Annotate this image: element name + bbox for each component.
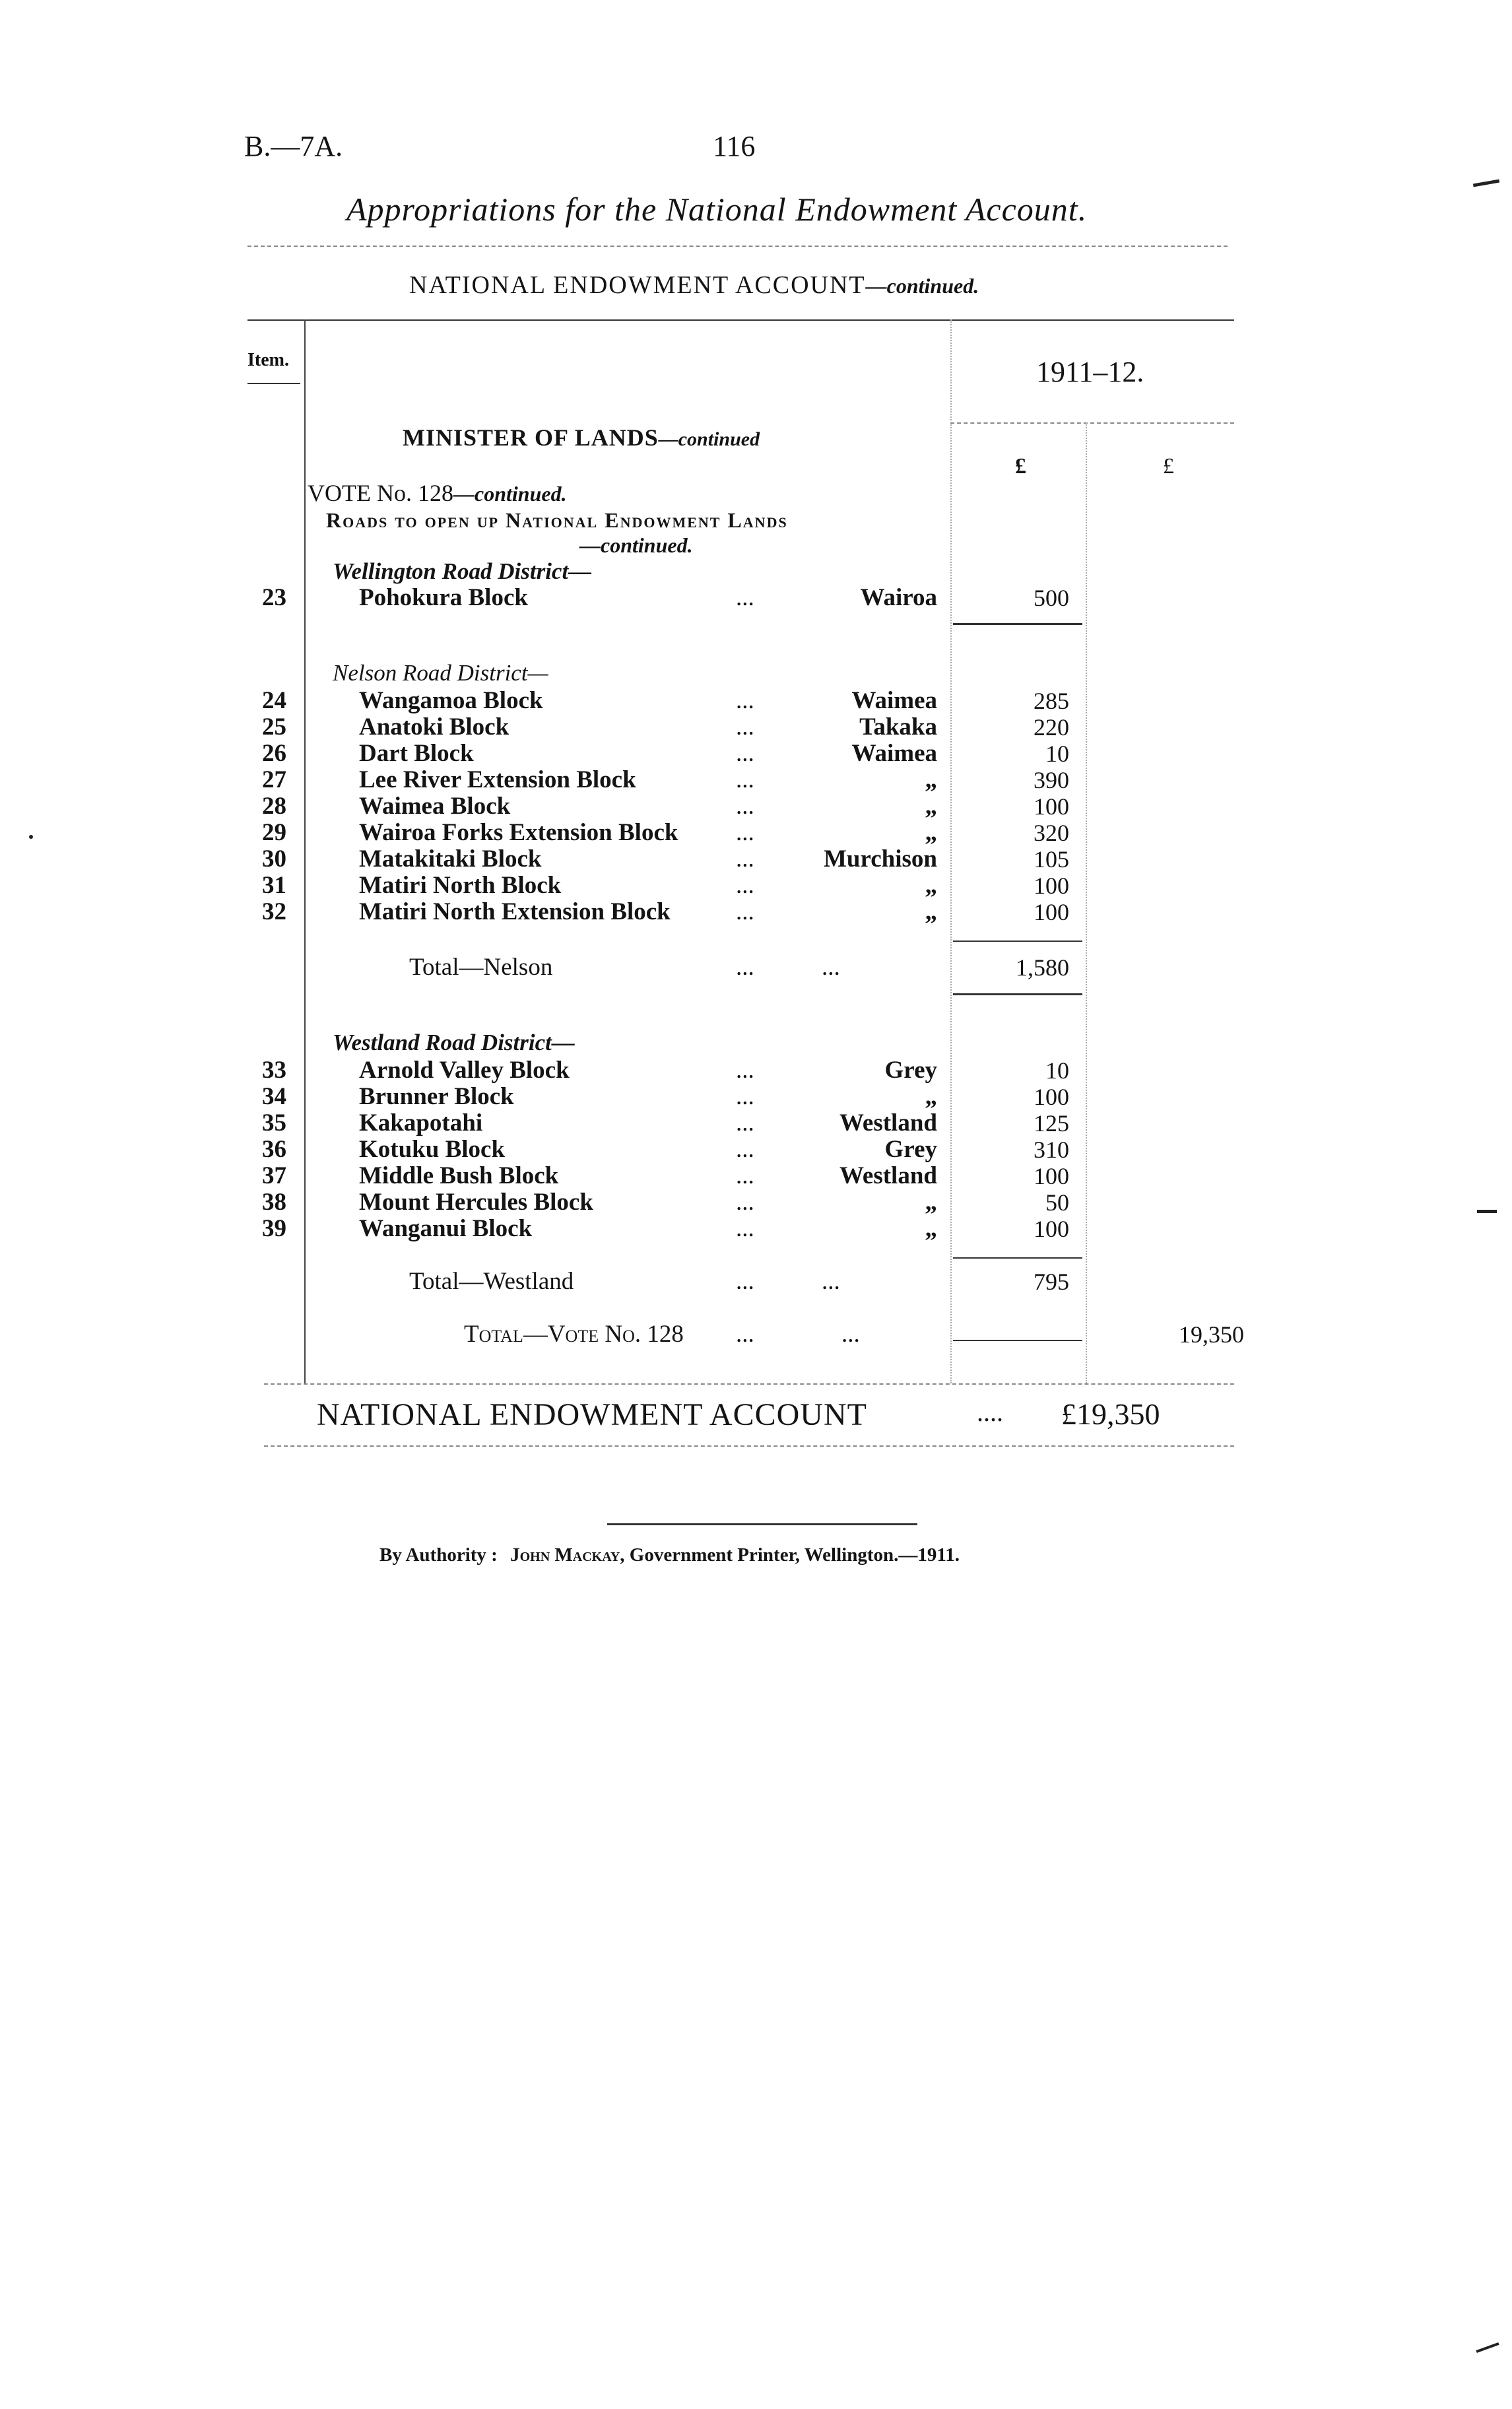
scan-mark xyxy=(1477,1210,1497,1213)
leader-dots: ... xyxy=(736,740,754,767)
leader-dots: ... xyxy=(736,872,754,899)
minister-heading-text: MINISTER OF LANDS xyxy=(403,424,659,451)
block-name: Pohokura Block xyxy=(359,584,528,611)
scan-mark xyxy=(1476,2342,1499,2353)
leader-dots: ... xyxy=(841,1321,860,1348)
item-number: 31 xyxy=(262,872,286,899)
locality: Westland xyxy=(839,1109,937,1137)
grand-total-amount: £19,350 xyxy=(1061,1397,1160,1431)
amount: 220 xyxy=(1034,714,1069,741)
block-name: Arnold Valley Block xyxy=(359,1057,570,1084)
locality: Grey xyxy=(884,1057,937,1084)
pound-column-header-2: £ xyxy=(1163,454,1174,478)
page-reference: B.—7A. xyxy=(244,130,343,162)
imprint-line xyxy=(379,1544,960,1566)
roads-heading: Roads to open up National Endowment Lands xyxy=(326,508,788,532)
district-title-wellington: Wellington Road District— xyxy=(333,558,592,584)
block-name: Matiri North Block xyxy=(359,872,562,899)
amount: 105 xyxy=(1034,846,1069,873)
item-number: 39 xyxy=(262,1215,286,1242)
page-number: 116 xyxy=(713,130,756,162)
locality: „ xyxy=(925,1083,937,1110)
item-number: 38 xyxy=(262,1189,286,1216)
grand-total-rule xyxy=(264,1445,1234,1447)
title-rule xyxy=(247,246,1228,247)
leader-dots: ... xyxy=(822,1268,840,1295)
item-number: 30 xyxy=(262,845,286,873)
leader-dots: ... xyxy=(736,845,754,873)
leader-dots: ... xyxy=(736,954,754,981)
section-title-suffix: —continued. xyxy=(865,274,979,298)
locality: Wairoa xyxy=(860,584,937,611)
block-name: Kotuku Block xyxy=(359,1136,506,1163)
block-name: Dart Block xyxy=(359,740,474,767)
vote-heading-suffix: —continued. xyxy=(453,482,567,506)
district-title-westland: Westland Road District— xyxy=(333,1030,575,1055)
item-number: 36 xyxy=(262,1136,286,1163)
scan-mark xyxy=(1473,180,1499,187)
leader-dots: ... xyxy=(736,1057,754,1084)
amount: 310 xyxy=(1034,1137,1069,1163)
nelson-total-rule-bottom xyxy=(953,993,1082,995)
item-number: 23 xyxy=(262,584,286,611)
leader-dots: ... xyxy=(736,1189,754,1216)
block-name: Brunner Block xyxy=(359,1083,514,1110)
item-number: 27 xyxy=(262,766,286,793)
block-name: Matakitaki Block xyxy=(359,845,542,873)
locality: „ xyxy=(925,819,937,846)
leader-dots: ... xyxy=(736,766,754,793)
item-number: 29 xyxy=(262,819,286,846)
locality: Westland xyxy=(839,1162,937,1189)
item-number: 34 xyxy=(262,1083,286,1110)
locality: Waimea xyxy=(851,740,937,767)
imprint-printer: John Mackay xyxy=(510,1544,620,1566)
vote-total-label: Total—Vote No. 128 xyxy=(464,1321,684,1348)
locality: Grey xyxy=(884,1136,937,1163)
year-header-rule xyxy=(950,422,1234,424)
grand-total-dots: .... xyxy=(977,1397,1003,1427)
minister-heading xyxy=(403,424,760,451)
amount: 100 xyxy=(1034,873,1069,899)
leader-dots: ... xyxy=(736,1083,754,1110)
table-top-rule xyxy=(247,319,1234,321)
locality: „ xyxy=(925,872,937,899)
locality: „ xyxy=(925,1215,937,1242)
leader-dots: ... xyxy=(736,1109,754,1137)
total-amount: 1,580 xyxy=(1016,954,1069,981)
locality: „ xyxy=(925,1189,937,1216)
item-number: 25 xyxy=(262,713,286,741)
imprint-prefix: By Authority : xyxy=(379,1544,498,1566)
block-name: Lee River Extension Block xyxy=(359,766,636,793)
locality: „ xyxy=(925,793,937,820)
section-title xyxy=(409,271,979,300)
amount: 100 xyxy=(1034,899,1069,925)
amount: 500 xyxy=(1034,585,1069,611)
amount: 100 xyxy=(1034,1163,1069,1189)
total-column-divider xyxy=(1086,422,1087,1383)
block-name: Wangamoa Block xyxy=(359,687,543,714)
vote-heading-text: VOTE No. 128 xyxy=(308,480,453,506)
block-name: Middle Bush Block xyxy=(359,1162,559,1189)
amount: 100 xyxy=(1034,1216,1069,1242)
vote-total-rule xyxy=(953,1340,1082,1341)
leader-dots: ... xyxy=(736,1268,754,1295)
locality: „ xyxy=(925,898,937,925)
vote-heading xyxy=(308,479,567,507)
item-number: 32 xyxy=(262,898,286,925)
item-number: 35 xyxy=(262,1109,286,1137)
westland-total-rule-top xyxy=(953,1257,1082,1259)
vote-total-amount: 19,350 xyxy=(1179,1321,1244,1348)
roads-heading-continued: —continued. xyxy=(579,533,693,557)
item-column-header: Item. xyxy=(247,350,289,370)
amount: 285 xyxy=(1034,688,1069,714)
grand-total-label: NATIONAL ENDOWMENT ACCOUNT xyxy=(317,1397,867,1432)
item-number: 24 xyxy=(262,687,286,714)
nelson-total-rule-top xyxy=(953,940,1082,942)
locality: Takaka xyxy=(859,713,937,741)
amount: 320 xyxy=(1034,820,1069,846)
block-name: Anatoki Block xyxy=(359,713,509,741)
leader-dots: ... xyxy=(736,819,754,846)
amount: 390 xyxy=(1034,767,1069,793)
block-name: Wairoa Forks Extension Block xyxy=(359,819,678,846)
leader-dots: ... xyxy=(736,1162,754,1189)
imprint-suffix: , Government Printer, Wellington.—1911. xyxy=(620,1544,960,1566)
running-title: Appropriations for the National Endowment Account. xyxy=(346,191,1088,228)
amount: 100 xyxy=(1034,1084,1069,1110)
leader-dots: ... xyxy=(736,793,754,820)
year-header: 1911–12. xyxy=(1036,356,1144,388)
pound-column-header-1: £ xyxy=(1015,454,1026,478)
wellington-subtotal-rule xyxy=(953,623,1082,625)
amount: 50 xyxy=(1045,1189,1069,1216)
total-label: Total—Nelson xyxy=(409,954,553,981)
block-name: Wanganui Block xyxy=(359,1215,533,1242)
amount: 125 xyxy=(1034,1110,1069,1137)
imprint-rule xyxy=(607,1523,917,1525)
item-number: 37 xyxy=(262,1162,286,1189)
block-name: Mount Hercules Block xyxy=(359,1189,593,1216)
item-header-underline xyxy=(247,383,300,384)
section-title-text: NATIONAL ENDOWMENT ACCOUNT xyxy=(409,271,866,299)
locality: Murchison xyxy=(823,845,937,873)
item-column-divider xyxy=(304,319,306,1383)
amount-column-divider xyxy=(950,319,952,1383)
leader-dots: ... xyxy=(736,1215,754,1242)
total-label: Total—Westland xyxy=(409,1268,574,1295)
leader-dots: ... xyxy=(736,1321,754,1348)
amount: 10 xyxy=(1045,741,1069,767)
leader-dots: ... xyxy=(736,1136,754,1163)
block-name: Kakapotahi xyxy=(359,1109,483,1137)
leader-dots: ... xyxy=(736,713,754,741)
minister-heading-suffix: —continued xyxy=(658,428,760,450)
district-title-nelson: Nelson Road District— xyxy=(333,660,548,686)
amount: 10 xyxy=(1045,1057,1069,1084)
item-number: 33 xyxy=(262,1057,286,1084)
locality: Waimea xyxy=(851,687,937,714)
leader-dots: ... xyxy=(736,584,754,611)
item-number: 26 xyxy=(262,740,286,767)
leader-dots: ... xyxy=(736,687,754,714)
block-name: Matiri North Extension Block xyxy=(359,898,671,925)
total-amount: 795 xyxy=(1034,1269,1069,1295)
leader-dots: ... xyxy=(822,954,840,981)
item-number: 28 xyxy=(262,793,286,820)
amount: 100 xyxy=(1034,793,1069,820)
locality: „ xyxy=(925,766,937,793)
table-bottom-rule xyxy=(264,1383,1234,1385)
leader-dots: ... xyxy=(736,898,754,925)
block-name: Waimea Block xyxy=(359,793,511,820)
scan-mark xyxy=(29,835,33,839)
